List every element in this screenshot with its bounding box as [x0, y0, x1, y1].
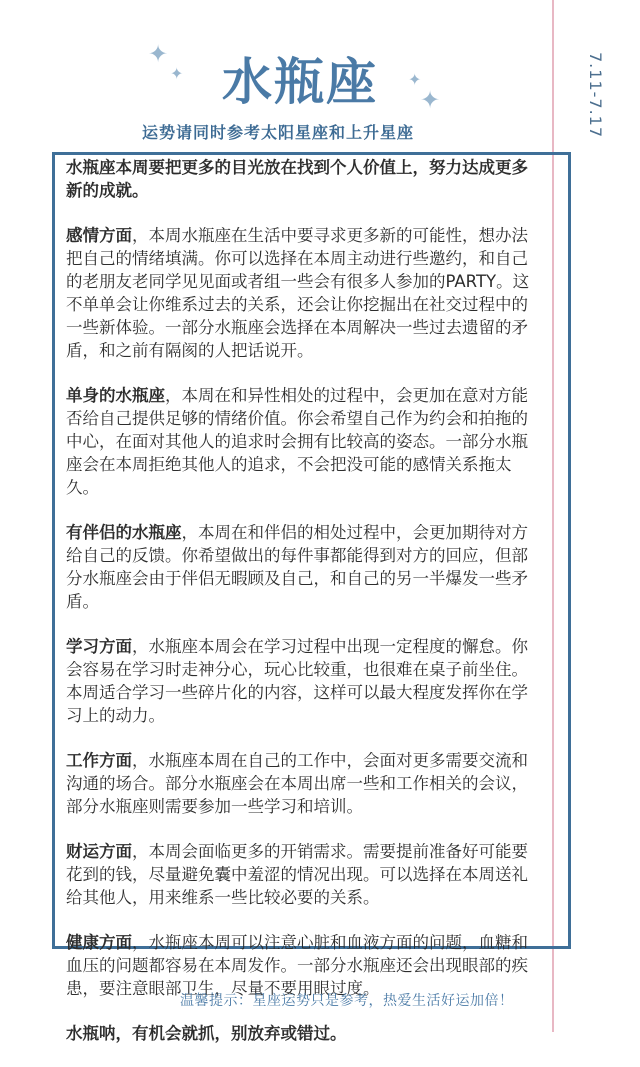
date-range: 7.11-7.17: [586, 52, 605, 139]
section-text: ，水瓶座本周在自己的工作中，会面对更多需要交流和沟通的场合。部分水瓶座会在本周出席一些和工作相关的会议，部分水瓶座则需要参加一些学习和培训。: [66, 751, 528, 816]
section-heading: 有伴侣的水瓶座: [66, 523, 182, 542]
section-partnered: [66, 521, 542, 613]
page-subtitle: 运势请同时参考太阳星座和上升星座: [141, 123, 414, 142]
section-work: [66, 749, 542, 818]
article-outro: 水瓶呐，有机会就抓，别放弃或错过。: [66, 1024, 347, 1043]
section-single: [66, 384, 542, 499]
footer-tip: 温馨提示：星座运势只是参考，热爱生活好运加倍！: [180, 993, 514, 1009]
sparkle-icon: ✦: [420, 86, 441, 114]
section-heading: 学习方面: [66, 637, 132, 656]
section-love: [66, 224, 542, 362]
section-heading: 健康方面: [66, 933, 132, 952]
section-heading: 财运方面: [66, 842, 132, 861]
article-intro: 水瓶座本周要把更多的目光放在找到个人价值上，努力达成更多新的成就。: [66, 158, 528, 200]
sparkle-icon: ✦: [408, 70, 422, 89]
sparkle-icon: ✦: [148, 40, 169, 68]
page-title: 水瓶座: [222, 53, 378, 111]
section-study: [66, 635, 542, 727]
sparkle-icon: ✦: [170, 64, 184, 83]
section-heading: 感情方面: [66, 226, 132, 245]
section-heading: 工作方面: [66, 751, 132, 770]
section-text: ，本周在和异性相处的过程中，会更加在意对方能否给自己提供足够的情绪价值。你会希望自己作为约会和拍拖的中心，在面对其他人的追求时会拥有比较高的姿态。一部分水瓶座会在本周拒绝其他人的追求，不会把没可能的感情关系拖太久。: [66, 386, 528, 497]
section-finance: [66, 840, 542, 909]
section-text: ，本周水瓶座在生活中要寻求更多新的可能性，想办法把自己的情绪填满。你可以选择在本周主动进行些邀约，和自己的老朋友老同学见见面或者组一些会有很多人参加的PARTY。这不单单会让你维系过去的关系，还会让你挖掘出在社交过程中的一些新体验。一部分水瓶座会选择在本周解决一些过去遗留的矛盾，和之前有隔阂的人把话说开。: [66, 226, 530, 360]
section-text: ，本周在和伴侣的相处过程中，会更加期待对方给自己的反馈。你希望做出的每件事都能得到对方的回应，但部分水瓶座会由于伴侣无暇顾及自己，和自己的另一半爆发一些矛盾。: [66, 523, 528, 611]
section-heading: 单身的水瓶座: [66, 386, 165, 405]
section-text: ，水瓶座本周可以注意心脏和血液方面的问题，血糖和血压的问题都容易在本周发作。一部分水瓶座还会出现眼部的疾患，要注意眼部卫生，尽量不要用眼过度。: [66, 933, 528, 998]
article-body: [66, 156, 542, 1067]
section-text: ，水瓶座本周会在学习过程中出现一定程度的懈怠。你会容易在学习时走神分心，玩心比较重，也很难在桌子前坐住。本周适合学习一些碎片化的内容，这样可以最大程度发挥你在学习上的动力。: [66, 637, 528, 725]
section-text: ，本周会面临更多的开销需求。需要提前准备好可能要花到的钱，尽量避免囊中羞涩的情况出现。可以选择在本周送礼给其他人，用来维系一些比较必要的关系。: [66, 842, 528, 907]
